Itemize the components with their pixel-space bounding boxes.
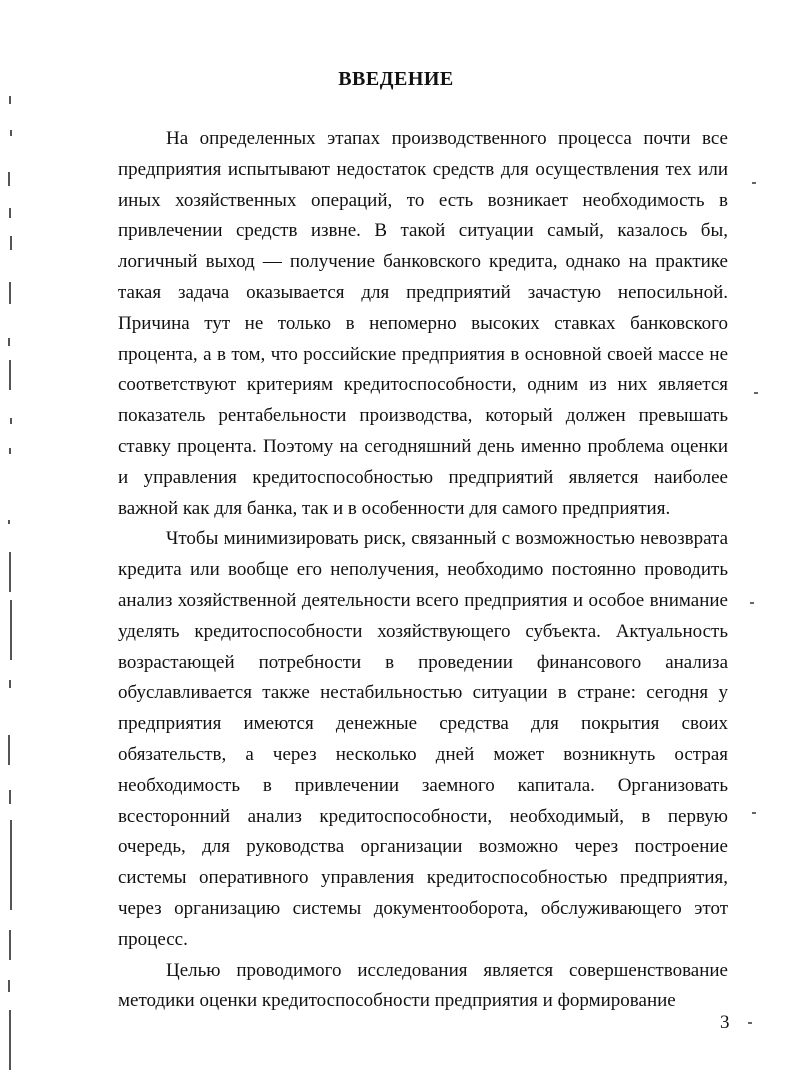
scan-speck: [754, 392, 758, 394]
scan-edge-artifacts: [0, 0, 22, 1086]
page-number: 3: [720, 1012, 730, 1033]
page-title: ВВЕДЕНИЕ: [338, 68, 454, 90]
paragraph-1: На определенных этапах производственного процесса почти все предприятия испытывают недостаток средств для осуществления тех или иных хозяйственных операций, то есть возникает необходимость в привлечении средств извне. В такой ситуации самый, казалось бы, логичный выход — получение банковского кредита, однако на практике такая задача оказывается для предприятий зачастую непосильной. Причина тут не только в непомерно высоких ставках банковского процента, а в том, что российские предприятия в основной своей массе не соответствуют критериям кредитоспособности, одним из них является показатель рентабельности производства, который должен превышать ставку процента. Поэтому на сегодняшний день именно проблема оценки и управления кредитоспособностью предприятий является наиболее важной как для банка, так и в особенности для самого предприятия.: [118, 128, 728, 519]
scan-speck: [750, 602, 754, 604]
scan-speck: [748, 1022, 752, 1024]
scan-speck: [752, 812, 756, 814]
paragraph-2: Чтобы минимизировать риск, связанный с возможностью невозврата кредита или вообще его неполучения, необходимо постоянно проводить анализ хозяйственной деятельности всего предприятия и особое внимание уделять кредитоспособности хозяйствующего субъекта. Актуальность возрастающей потребности в проведении финансового анализа обуславливается также нестабильностью ситуации в стране: сегодня у предприятия имеются денежные средства для покрытия своих обязательств, а через несколько дней может возникнуть острая необходимость в привлечении заемного капитала. Организовать всесторонний анализ кредитоспособности, необходимый, в первую очередь, для руководства организации возможно через построение системы оперативного управления кредитоспособностью предприятия, через организацию системы документооборота, обслуживающего этот процесс.: [118, 528, 728, 950]
scan-speck: [752, 182, 756, 184]
paragraph-3: Целью проводимого исследования является совершенствование методики оценки кредитоспособности предприятия и формирование: [118, 959, 728, 1012]
body-text: [118, 124, 728, 1017]
